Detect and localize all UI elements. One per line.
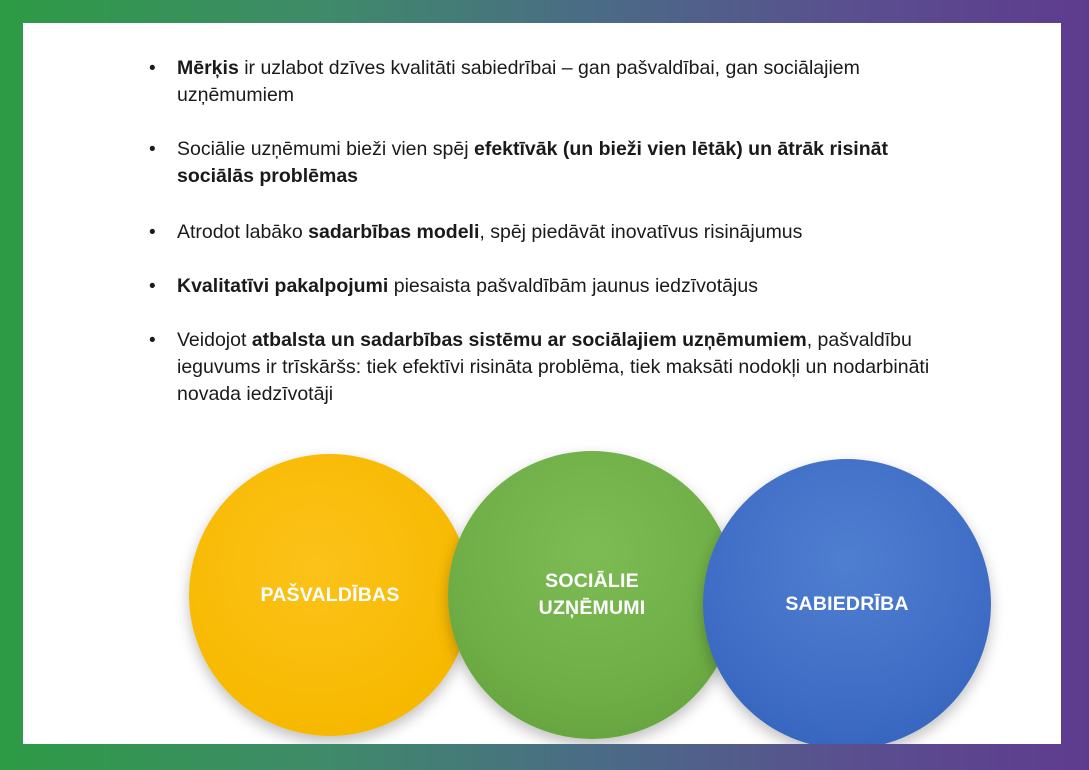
bullet-text: ir uzlabot dzīves kvalitāti sabiedrībai – gan pašvaldībai, gan sociālajiem uzņēmumiem: [177, 57, 860, 106]
circle-label: SOCIĀLIE UZŅĒMUMI: [538, 570, 646, 619]
bullet-text: , pašvaldību ieguvums ir trīskāršs: tiek efektīvi risināta problēma, tiek maksāti nodokļi un nodarbināti novada iedzīvotāji: [177, 329, 930, 405]
bullet-text: , spēj piedāvāt inovatīvus risinājumus: [479, 221, 803, 243]
bullet-item: [149, 219, 949, 246]
bullet-text-bold: Kvalitatīvi pakalpojumi: [177, 275, 389, 297]
circle-socialie-uznemumi: [448, 451, 736, 739]
bullet-text-bold: atbalsta un sadarbības sistēmu ar sociālajiem uzņēmumiem: [251, 329, 807, 351]
circle-pasvaldibas: [189, 454, 471, 736]
circle-label: PAŠVALDĪBAS: [260, 583, 400, 606]
bullet-text-bold: Mērķis: [177, 57, 239, 79]
bullet-item: [149, 136, 949, 190]
bullet-item: [149, 327, 949, 408]
slide: [23, 23, 1061, 744]
bullet-text: Atrodot labāko: [177, 221, 309, 243]
bullet-text: Sociālie uzņēmumi bieži vien spēj: [177, 138, 474, 160]
bullet-text-bold: efektīvāk (un bieži vien lētāk) un ātrāk risināt sociālās problēmas: [177, 138, 888, 187]
bullet-item: [149, 273, 949, 300]
bullet-item: [149, 55, 949, 109]
bullet-text: Veidojot: [177, 329, 252, 351]
bullet-text-bold: sadarbības modeli: [308, 221, 480, 243]
circle-label: SABIEDRĪBA: [785, 592, 909, 615]
circle-sabiedriba: [703, 459, 991, 744]
bullet-text: piesaista pašvaldībām jaunus iedzīvotājus: [388, 275, 758, 297]
bullet-list: [149, 55, 949, 408]
